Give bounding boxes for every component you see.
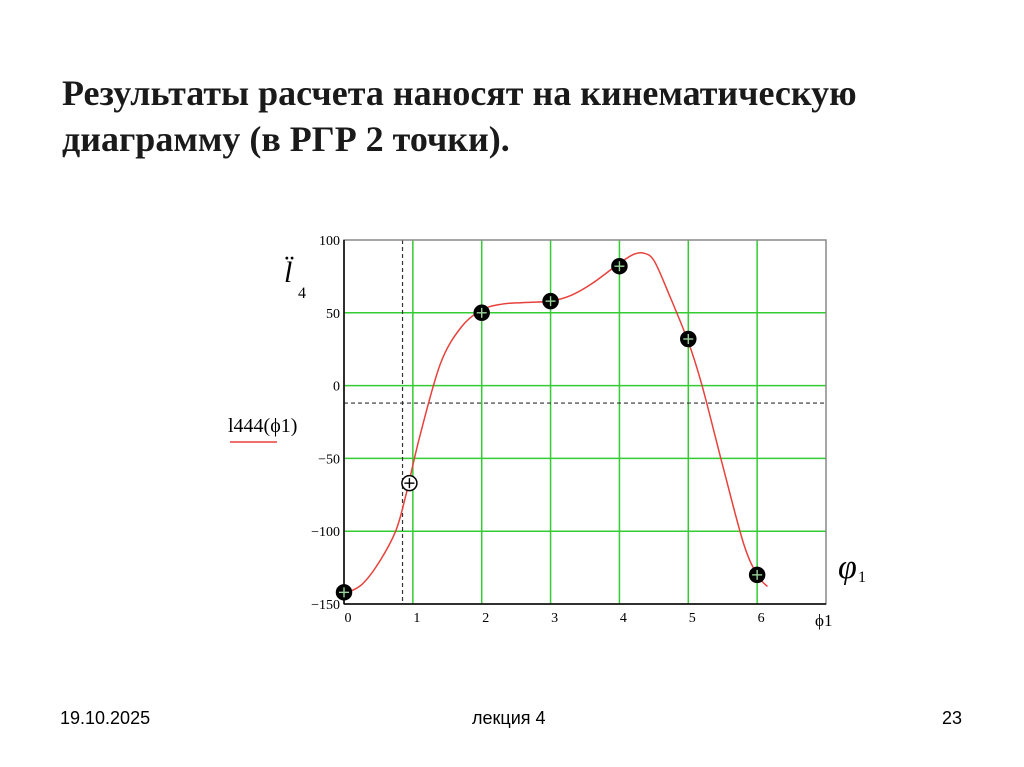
footer-lecture: лекция 4 [472,708,546,728]
x-tick-label: 3 [551,611,559,626]
y-tick-label: 0 [333,379,340,395]
footer-page-number: 23 [942,708,963,728]
y-tick-label: 100 [319,234,340,249]
x-axis-symbol: φ [838,549,857,586]
x-tick-label: 1 [413,611,421,626]
legend-label: l444(ϕ1) [228,415,298,437]
y-tick-label: −100 [311,525,340,541]
y-axis-label-subscript: 4 [298,285,306,302]
x-tick-label: 2 [482,611,490,626]
plot-border [344,240,826,604]
chart-grid [344,240,826,604]
x-axis-symbol-subscript: 1 [858,569,866,586]
slide-title: Результаты расчета наносят на кинематическую диаграмму (в РГР 2 точки). [62,73,857,159]
footer-date: 19.10.2025 [60,708,151,728]
y-tick-labels [311,234,340,613]
reference-lines [344,240,826,604]
y-tick-label: −150 [311,598,340,613]
x-tick-label: 4 [619,611,627,626]
x-axis-label: ϕ1 [815,611,833,630]
x-tick-label: 0 [344,611,352,626]
plot-frame [344,240,826,604]
x-tick-labels [345,611,765,626]
y-axis-label: l̈ [284,256,293,289]
x-tick-label: 5 [688,611,696,626]
x-tick-label: 6 [757,611,765,626]
y-tick-label: −50 [318,452,340,468]
y-tick-label: 50 [326,306,340,322]
